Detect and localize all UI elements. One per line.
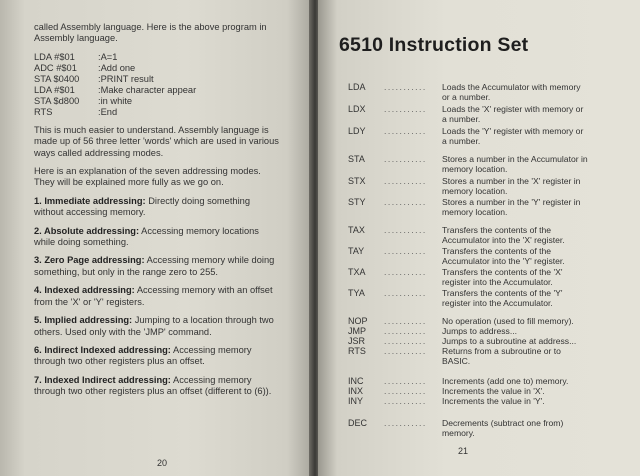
instruction-description: Returns from a subroutine or to BASIC. [442, 346, 561, 366]
mode-label: 2. Absolute addressing: [34, 225, 140, 236]
instruction-description: Loads the 'X' register with memory or a number. [442, 104, 584, 124]
code-comment: :Make character appear [98, 84, 197, 95]
instruction-description: Transfers the contents of the Accumulator into the 'Y' register. [442, 246, 565, 266]
addressing-mode-item [34, 315, 282, 338]
addressing-mode-item [34, 285, 282, 308]
instruction-mnemonic: JMP [348, 326, 366, 336]
leader-dots: ........... [384, 267, 427, 277]
mode-text: Accessing memory while doing something, but only in the range zero to 255. [34, 255, 275, 277]
mode-text: Accessing memory through two other registers plus an offset (different to (6)). [34, 374, 272, 397]
leader-dots: ........... [384, 376, 427, 386]
code-line [34, 74, 282, 85]
mode-text: Accessing memory locations while doing something. [34, 225, 259, 248]
leader-dots: ........... [384, 396, 427, 406]
code-line [34, 85, 282, 96]
addressing-mode-item [34, 226, 282, 249]
instruction-description: Stores a number in the 'Y' register in memory location. [442, 197, 581, 217]
instruction-description: Increments the value in 'X'. [442, 386, 545, 396]
leader-dots: ........... [384, 336, 427, 346]
leader-dots: ........... [384, 104, 427, 114]
instruction-description: Loads the Accumulator with memory or a number. [442, 82, 581, 102]
page-number-right: 21 [458, 446, 469, 456]
instruction-mnemonic: LDA [348, 82, 366, 92]
leader-dots: ........... [384, 346, 427, 356]
instruction-mnemonic: INX [348, 386, 364, 396]
right-page [318, 0, 640, 476]
mode-text: Accessing memory through two other registers plus an offset. [34, 344, 252, 367]
leader-dots: ........... [384, 225, 427, 235]
code-comment: :End [98, 106, 118, 117]
leader-dots: ........... [384, 386, 427, 396]
code-line [34, 107, 282, 118]
code-comment: :PRINT result [98, 73, 154, 84]
mode-label: 7. Indexed Indirect addressing: [34, 374, 171, 385]
leader-dots: ........... [384, 126, 427, 136]
instruction-description: Loads the 'Y' register with memory or a number. [442, 126, 584, 146]
instruction-mnemonic: NOP [348, 316, 368, 326]
instruction-description: Stores a number in the 'X' register in memory location. [442, 176, 581, 196]
instruction-mnemonic: STA [348, 154, 365, 164]
code-instruction: LDA #$01 [34, 84, 75, 95]
instruction-description: Increments the value in 'Y'. [442, 396, 545, 406]
leader-dots: ........... [384, 288, 427, 298]
addressing-mode-item [34, 196, 282, 219]
leader-dots: ........... [384, 197, 427, 207]
leader-dots: ........... [384, 154, 427, 164]
code-instruction: STA $d800 [34, 95, 80, 106]
leader-dots: ........... [384, 82, 427, 92]
instruction-description: Transfers the contents of the 'X' register into the Accumulator. [442, 267, 563, 287]
mode-label: 3. Zero Page addressing: [34, 255, 145, 266]
code-comment: :in white [98, 95, 133, 106]
mode-text: Directly doing something without accessing memory. [34, 195, 251, 218]
left-page-text [34, 22, 282, 405]
leader-dots: ........... [384, 316, 427, 326]
code-instruction: RTS [34, 106, 53, 117]
instruction-mnemonic: DEC [348, 418, 368, 428]
instruction-description: Transfers the contents of the Accumulator into the 'X' register. [442, 225, 565, 245]
instruction-mnemonic: LDY [348, 126, 366, 136]
instruction-description: Transfers the contents of the 'Y' register into the Accumulator. [442, 288, 563, 308]
code-instruction: ADC #$01 [34, 62, 77, 73]
instruction-mnemonic: INY [348, 396, 364, 406]
intro-paragraph: called Assembly language. Here is the above program in Assembly language. [34, 22, 267, 44]
code-line [34, 52, 282, 63]
instruction-mnemonic: TAX [348, 225, 365, 235]
code-comment: :A=1 [98, 51, 118, 62]
code-line [34, 63, 282, 74]
page-number-left: 20 [157, 458, 168, 468]
instruction-mnemonic: STY [348, 197, 366, 207]
paragraph-assembly-language: This is much easier to understand. Assembly language is made up of 56 three letter 'words' which are used in various ways called addressing modes. [34, 124, 279, 158]
instruction-mnemonic: TAY [348, 246, 365, 256]
page-title: 6510 Instruction Set [339, 34, 529, 56]
instruction-mnemonic: TYA [348, 288, 365, 298]
instruction-mnemonic: LDX [348, 104, 366, 114]
instruction-description: Decrements (subtract one from) memory. [442, 418, 564, 438]
mode-text: Jumping to a location through two others. Used only with the 'JMP' command. [34, 315, 274, 337]
left-page [0, 0, 312, 476]
paragraph-addressing-modes: Here is an explanation of the seven addressing modes. They will be explained more fully as we go on. [34, 166, 261, 188]
code-line [34, 96, 282, 107]
instruction-mnemonic: STX [348, 176, 366, 186]
code-instruction: STA $0400 [34, 73, 80, 84]
leader-dots: ........... [384, 326, 427, 336]
addressing-mode-item [34, 375, 282, 398]
instruction-mnemonic: JSR [348, 336, 366, 346]
leader-dots: ........... [384, 418, 427, 428]
leader-dots: ........... [384, 176, 427, 186]
instruction-description: Jumps to address... [442, 326, 517, 336]
addressing-mode-item [34, 345, 282, 368]
mode-label: 5. Implied addressing: [34, 315, 133, 326]
leader-dots: ........... [384, 246, 427, 256]
instruction-mnemonic: RTS [348, 346, 366, 356]
instruction-description: Increments (add one to) memory. [442, 376, 569, 386]
addressing-mode-item [34, 255, 282, 278]
mode-text: Accessing memory with an offset from the 'X' or 'Y' registers. [34, 285, 273, 307]
instruction-description: Stores a number in the Accumulator in memory location. [442, 154, 588, 174]
code-comment: :Add one [98, 62, 136, 73]
instruction-mnemonic: INC [348, 376, 364, 386]
instruction-description: No operation (used to fill memory). [442, 316, 574, 326]
instruction-description: Jumps to a subroutine at address... [442, 336, 577, 346]
assembly-code-listing [34, 52, 282, 118]
mode-label: 4. Indexed addressing: [34, 285, 135, 296]
mode-label: 1. Immediate addressing: [34, 195, 146, 206]
code-instruction: LDA #$01 [34, 51, 75, 62]
instruction-mnemonic: TXA [348, 267, 366, 277]
mode-label: 6. Indirect Indexed addressing: [34, 344, 171, 355]
